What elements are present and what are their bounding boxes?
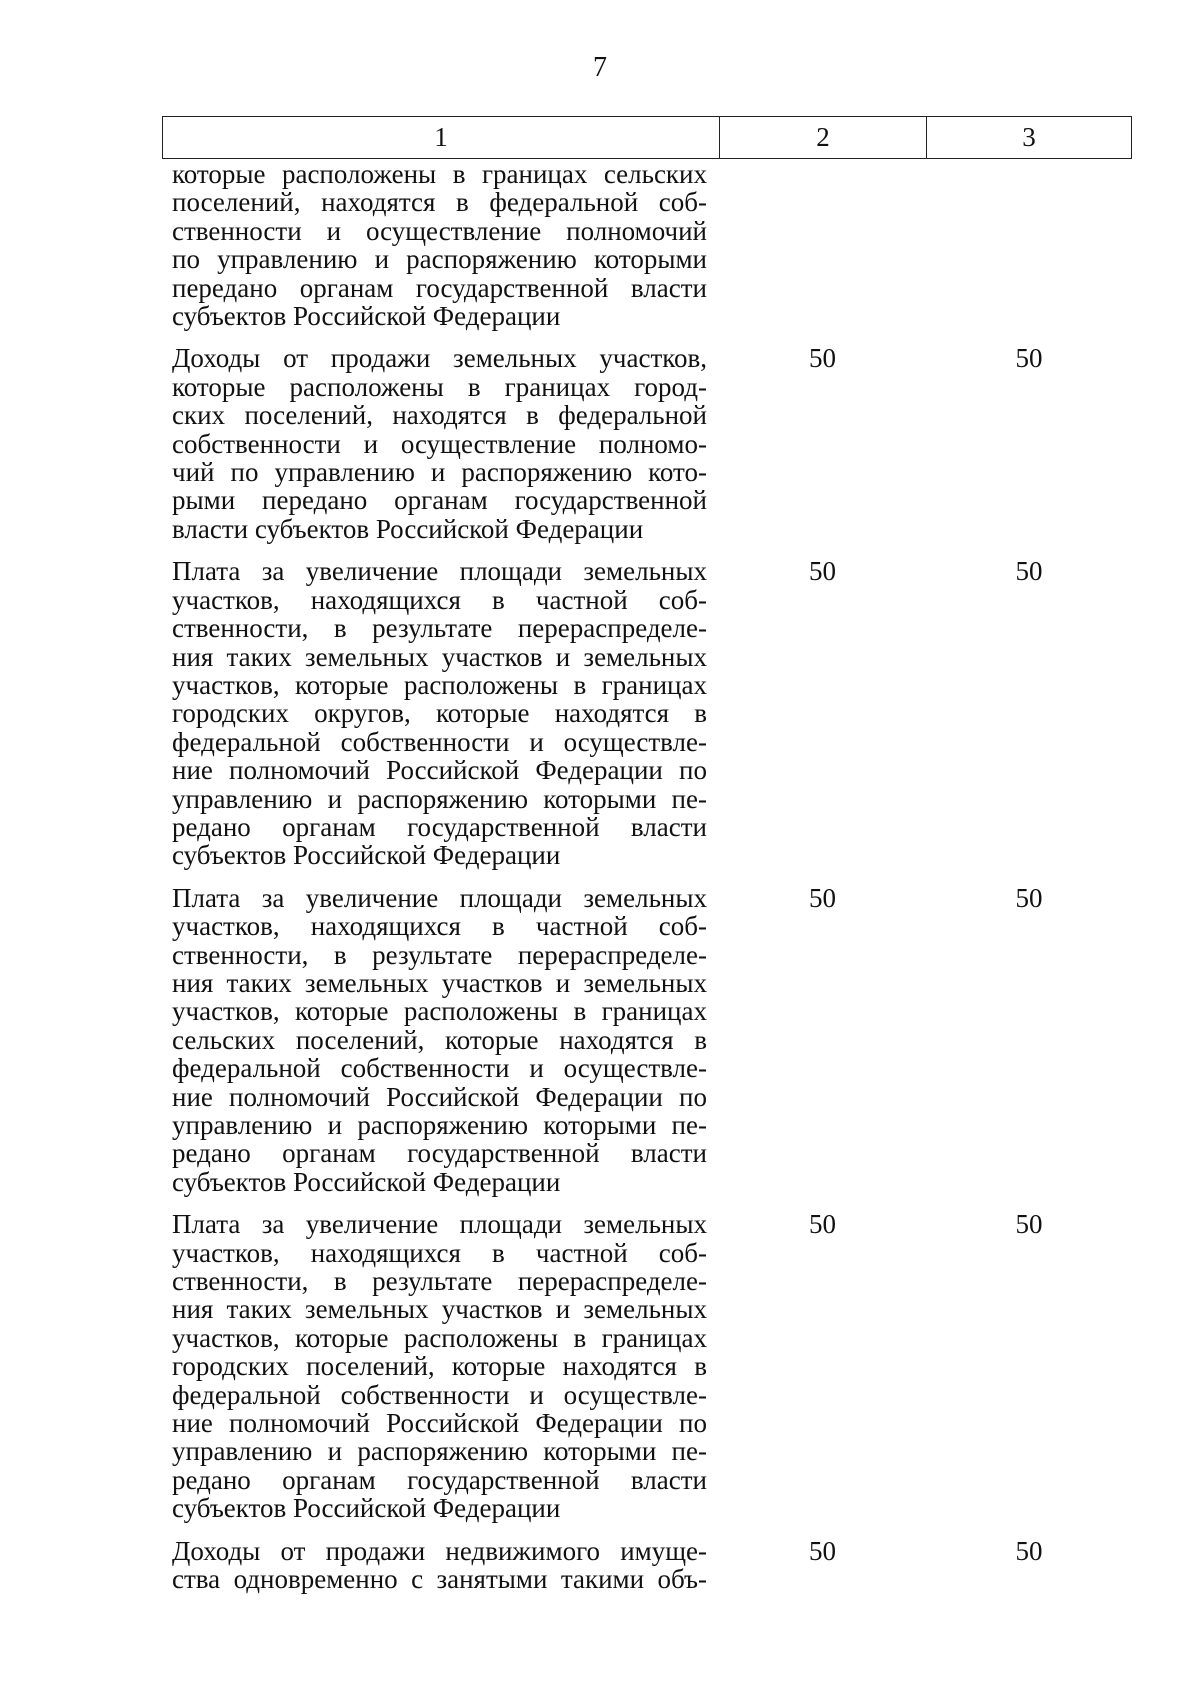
description-line: управлению и распоряжению которыми пе- — [172, 1436, 707, 1467]
description-line: субъектов Российской Федерации — [172, 840, 561, 871]
table-row — [162, 884, 1132, 1196]
description-line: по управлению и распоряжению которыми — [172, 244, 707, 275]
description-line: передано органам государственной власти — [172, 272, 707, 303]
row-value-col-2: 50 — [809, 1209, 836, 1240]
description-line: редано органам государственной власти — [172, 811, 707, 842]
description-line: ственности и осуществление полномочий — [172, 215, 707, 246]
row-value-col-2: 50 — [809, 343, 836, 374]
description-line: собственности и осуществление полномо- — [172, 428, 707, 459]
table-row — [162, 160, 1132, 330]
description-line: Плата за увеличение площади земельных — [172, 1209, 707, 1240]
description-line: субъектов Российской Федерации — [172, 1493, 561, 1524]
description-line: участков, которые расположены в границах — [172, 1322, 707, 1353]
table-row — [162, 557, 1132, 869]
table-header-col-2: 2 — [720, 117, 927, 158]
description-line: редано органам государственной власти — [172, 1464, 707, 1495]
description-line: чий по управлению и распоряжению кото- — [172, 457, 707, 488]
table-row — [162, 1210, 1132, 1522]
description-line: ственности, в результате перераспределе- — [172, 613, 707, 644]
description-line: городских поселений, которые находятся в — [172, 1351, 707, 1382]
description-line: ских поселений, находятся в федеральной — [172, 400, 707, 431]
row-value-col-2 — [719, 160, 926, 330]
description-line: федеральной собственности и осуществле- — [172, 1379, 707, 1410]
description-line: Плата за увеличение площади земельных — [172, 882, 707, 913]
description-line: Плата за увеличение площади земельных — [172, 556, 707, 587]
description-line: ние полномочий Российской Федерации по — [172, 1408, 707, 1439]
row-value-col-2: 50 — [809, 1535, 836, 1566]
table-header-col-1: 1 — [163, 117, 720, 158]
row-value-col-3: 50 — [1015, 1209, 1043, 1240]
description-line: рыми передано органам государственной — [172, 485, 707, 516]
row-value-col-3: 50 — [1015, 882, 1043, 913]
row-description — [162, 1210, 719, 1522]
row-value-col-3 — [926, 160, 1132, 330]
table-body — [162, 160, 1132, 1608]
row-description — [162, 344, 719, 543]
row-description — [162, 1537, 719, 1594]
page-number: 7 — [593, 52, 607, 83]
description-line: городских округов, которые находятся в — [172, 698, 707, 729]
row-value-col-3: 50 — [1015, 556, 1043, 587]
description-line: федеральной собственности и осуществле- — [172, 726, 707, 757]
description-line: которые расположены в границах сельских — [172, 159, 707, 189]
description-line: участков, которые расположены в границах — [172, 996, 707, 1027]
description-line: участков, находящихся в частной соб- — [172, 584, 707, 615]
description-line: ния таких земельных участков и земельных — [172, 967, 707, 998]
row-value-col-2: 50 — [809, 882, 836, 913]
description-line: Доходы от продажи земельных участков, — [172, 343, 707, 374]
description-line: ства одновременно с занятыми такими объ- — [172, 1564, 707, 1595]
description-line: участков, которые расположены в границах — [172, 669, 707, 700]
description-line: ния таких земельных участков и земельных — [172, 1294, 707, 1325]
table-header-col-3: 3 — [1022, 122, 1036, 152]
table-row — [162, 1537, 1132, 1594]
description-line: сельских поселений, которые находятся в — [172, 1024, 707, 1055]
row-description — [162, 160, 719, 330]
row-value-col-3: 50 — [1015, 1535, 1043, 1566]
description-line: которые расположены в границах город- — [172, 371, 707, 402]
description-line: ние полномочий Российской Федерации по — [172, 1081, 707, 1112]
description-line: ние полномочий Российской Федерации по — [172, 755, 707, 786]
description-line: федеральной собственности и осуществле- — [172, 1053, 707, 1084]
table-row — [162, 344, 1132, 543]
row-description — [162, 884, 719, 1196]
table-header-row — [162, 116, 1132, 159]
row-description — [162, 557, 719, 869]
description-line: ния таких земельных участков и земельных — [172, 641, 707, 672]
description-line: ственности, в результате перераспределе- — [172, 939, 707, 970]
description-line: участков, находящихся в частной соб- — [172, 1237, 707, 1268]
description-line: субъектов Российской Федерации — [172, 1166, 561, 1197]
description-line: власти субъектов Российской Федерации — [172, 513, 644, 544]
description-line: участков, находящихся в частной соб- — [172, 911, 707, 942]
description-line: поселений, находятся в федеральной соб- — [172, 187, 707, 218]
description-line: ственности, в результате перераспределе- — [172, 1266, 707, 1297]
description-line: субъектов Российской Федерации — [172, 301, 561, 332]
row-value-col-2: 50 — [809, 556, 836, 587]
description-line: Доходы от продажи недвижимого имуще- — [172, 1535, 707, 1566]
row-value-col-3: 50 — [1015, 343, 1043, 374]
description-line: управлению и распоряжению которыми пе- — [172, 783, 707, 814]
description-line: управлению и распоряжению которыми пе- — [172, 1110, 707, 1140]
description-line: редано органам государственной власти — [172, 1138, 707, 1169]
